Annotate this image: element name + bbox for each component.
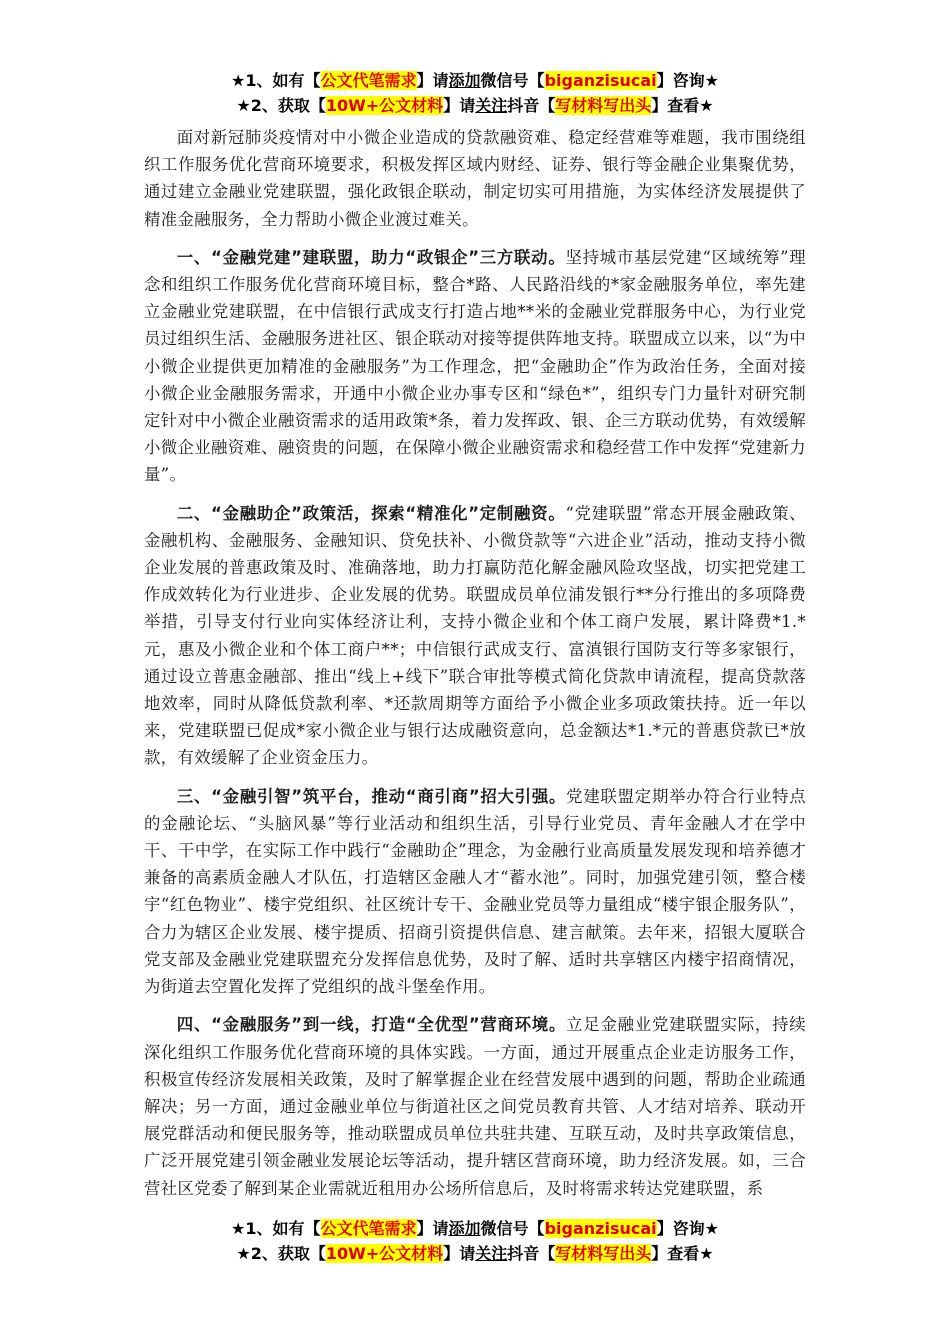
section-heading: 三、“金融引智”筑平台，推动“商引商”招大引强。 xyxy=(176,786,567,806)
banner-text: 微信号【 xyxy=(480,71,545,90)
banner-text: 抖音【 xyxy=(507,96,556,115)
document-body xyxy=(144,124,806,1213)
banner-text: 】咨询★ xyxy=(656,71,719,90)
banner-highlight: 公文代笔需求 xyxy=(320,71,417,90)
banner-text: 】查看★ xyxy=(651,96,714,115)
banner-highlight: 10W+公文材料 xyxy=(325,1244,444,1263)
banner-text: ★1、如有【 xyxy=(231,1219,321,1238)
banner-text: 】咨询★ xyxy=(656,1219,719,1238)
promo-banner-bottom-line2 xyxy=(0,1243,950,1265)
promo-banner-top-line2 xyxy=(0,95,950,117)
banner-text: ★2、获取【 xyxy=(236,1244,326,1263)
banner-text: 】请 xyxy=(416,71,449,90)
banner-text: 】查看★ xyxy=(651,1244,714,1263)
banner-text: 】请 xyxy=(416,1219,449,1238)
banner-highlight: 公文代笔需求 xyxy=(320,1219,417,1238)
banner-text: 】请 xyxy=(443,96,476,115)
banner-text: 抖音【 xyxy=(507,1244,556,1263)
section-paragraph-2 xyxy=(144,500,806,772)
banner-text: ★1、如有【 xyxy=(231,71,321,90)
banner-highlight: biganzisucai xyxy=(544,71,657,90)
promo-banner-top-line1 xyxy=(0,70,950,92)
section-heading: 一、“金融党建”建联盟，助力“政银企”三方联动。 xyxy=(176,247,566,267)
banner-highlight: 10W+公文材料 xyxy=(325,96,444,115)
section-paragraph-4 xyxy=(144,1011,806,1201)
section-paragraph-1 xyxy=(144,244,806,489)
section-text: 坚持城市基层党建“区域统筹”理念和组织工作服务优化营商环境目标，整合*路、人民路沿线的*家金融服务单位，率先建立金融业党建联盟，在中信银行武成支行打造占地**米的金融业党群服务中心，为行业党员过组织生活、金融服务进社区、银企联动对接等提供阵地支持。联盟成立以来，以“为中小微企业提供更加精准的金融服务”为工作理念，把“金融助企”作为政治任务，全面对接小微企业金融服务需求，开通中小微企业办事专区和“绿色*”，组织专门力量针对研究制定针对中小微企业融资需求的适用政策*条，着力发挥政、银、企三方联动优势，有效缓解小微企业融资难、融资贵的问题，在保障小微企业融资需求和稳经营工作中发挥“党建新力量”。 xyxy=(144,247,806,485)
banner-underlined-text: 添加 xyxy=(448,1219,481,1238)
banner-underlined-text: 添加 xyxy=(448,71,481,90)
section-text: 立足金融业党建联盟实际，持续深化组织工作服务优化营商环境的具体实践。一方面，通过开展重点企业走访服务工作，积极宣传经济发展相关政策，及时了解掌握企业在经营发展中遇到的问题，帮助企业疏通解决；另一方面，通过金融业单位与街道社区之间党员教育共管、人才结对培养、联动开展党群活动和便民服务等，推动联盟成员单位共驻共建、互联互动，及时共享政策信息，广泛开展党建引领金融业发展论坛等活动，提升辖区营商环境，助力经济发展。如，三合营社区党委了解到某企业需就近租用办公场所信息后，及时将需求转达党建联盟，系 xyxy=(144,1015,806,1198)
banner-text: 】请 xyxy=(443,1244,476,1263)
banner-text: 微信号【 xyxy=(480,1219,545,1238)
section-heading: 二、“金融助企”政策活，探索“精准化”定制融资。 xyxy=(176,503,566,523)
banner-highlight: 写材料写出头 xyxy=(555,96,652,115)
banner-underlined-text: 关注 xyxy=(475,1244,508,1263)
section-heading: 四、“金融服务”到一线，打造“全优型”营商环境。 xyxy=(176,1015,567,1035)
promo-banner-bottom-line1 xyxy=(0,1218,950,1240)
banner-underlined-text: 关注 xyxy=(475,96,508,115)
banner-highlight: 写材料写出头 xyxy=(555,1244,652,1263)
section-text: 党建联盟定期举办符合行业特点的金融论坛、“头脑风暴”等行业活动和组织生活，引导行业党员、青年金融人才在学中干、干中学，在实际工作中践行“金融助企”理念，为金融行业高质量发展发现和培养德才兼备的高素质金融人才队伍，打造辖区金融人才“蓄水池”。同时，加强党建引领，整合楼宇“红色物业”、楼宇党组织、社区统计专干、金融业党员等力量组成“楼宇银企服务队”，合力为辖区企业发展、楼宇提质、招商引资提供信息、建言献策。去年来，招银大厦联合党支部及金融业党建联盟充分发挥信息优势，及时了解、适时共享辖区内楼宇招商情况，为街道去空置化发挥了党组织的战斗堡垒作用。 xyxy=(144,786,806,997)
banner-highlight: biganzisucai xyxy=(544,1219,657,1238)
section-text: “党建联盟”常态开展金融政策、金融机构、金融服务、金融知识、贷免扶补、小微贷款等“六进企业”活动，推动支持小微企业发展的普惠政策及时、准确落地，助力打赢防范化解金融风险攻坚战，切实把党建工作成效转化为行业进步、企业发展的优势。联盟成员单位浦发银行**分行推出的多项降费举措，引导支付行业向实体经济让利，支持小微企业和个体工商户发展，累计降费*1.*元，惠及小微企业和个体工商户**；中信银行武成支行、富滇银行国防支行等多家银行，通过设立普惠金融部、推出“线上+线下”联合审批等模式简化贷款申请流程，提高贷款落地效率，同时从降低贷款利率、*还款周期等方面给予小微企业多项政策扶持。近一年以来，党建联盟已促成*家小微企业与银行达成融资意向，总金额达*1.*元的普惠贷款已*放款，有效缓解了企业资金压力。 xyxy=(144,503,806,768)
section-paragraph-3 xyxy=(144,783,806,1001)
banner-text: ★2、获取【 xyxy=(236,96,326,115)
intro-paragraph: 面对新冠肺炎疫情对中小微企业造成的贷款融资难、稳定经营难等难题，我市围绕组织工作服务优化营商环境要求，积极发挥区域内财经、证券、银行等金融企业集聚优势，通过建立金融业党建联盟，强化政银企联动，制定切实可用措施，为实体经济发展提供了精准金融服务，全力帮助小微企业渡过难关。 xyxy=(144,128,806,229)
